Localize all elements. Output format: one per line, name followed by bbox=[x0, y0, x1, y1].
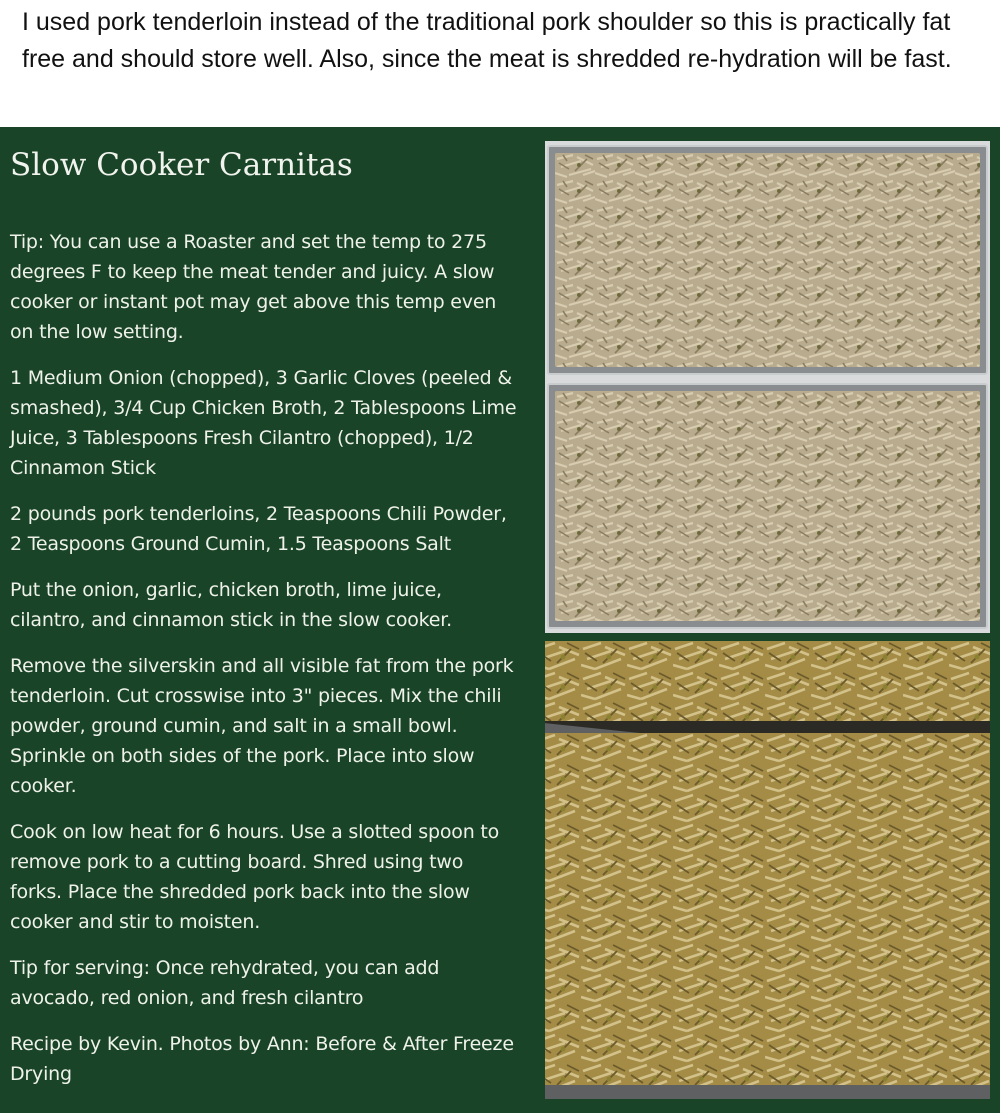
tray-top bbox=[547, 145, 988, 375]
tray-bottom bbox=[547, 383, 988, 629]
recipe-ingredients-aromatics: 1 Medium Onion (chopped), 3 Garlic Cloves (peeled & smashed), 3/4 Cup Chicken Broth, 2 Tablespoons Lime Juice, 3 Tablespoons Fresh Cilantro (chopped), 1/2 Cinnamon Stick bbox=[10, 367, 517, 479]
post-caption: I used pork tenderloin instead of the traditional pork shoulder so this is practically fat free and should store well. Also, since the meat is shredded re-hydration will be fast. bbox=[22, 8, 952, 73]
photo-before-freeze-drying bbox=[545, 141, 990, 633]
recipe-credits: Recipe by Kevin. Photos by Ann: Before & After Freeze Drying bbox=[10, 1033, 514, 1085]
recipe-step-2: Remove the silverskin and all visible fat from the pork tenderloin. Cut crosswise into 3" pieces. Mix the chili powder, ground cumin, and salt in a small bowl. Sprinkle on both sides of the pork. Place into slow cooker. bbox=[10, 655, 514, 797]
tray-rim bbox=[545, 1085, 990, 1099]
recipe-step-3: Cook on low heat for 6 hours. Use a slotted spoon to remove pork to a cutting board. Shred using two forks. Place the shredded pork back into the slow cooker and stir to moisten. bbox=[10, 821, 500, 933]
recipe-title: Slow Cooker Carnitas bbox=[10, 147, 353, 183]
shred-texture bbox=[545, 641, 990, 721]
photo-column bbox=[545, 141, 990, 1099]
recipe-tip: Tip: You can use a Roaster and set the temp to 275 degrees F to keep the meat tender and juicy. A slow cooker or instant pot may get above this temp even on the low setting. bbox=[10, 231, 497, 343]
recipe-card-image bbox=[0, 127, 1000, 1113]
shredded-pork-raw bbox=[555, 391, 980, 621]
shred-texture bbox=[545, 733, 990, 1099]
shred-texture bbox=[555, 153, 980, 367]
tray-front bbox=[545, 733, 990, 1099]
recipe-ingredients-pork: 2 pounds pork tenderloins, 2 Teaspoons Chili Powder, 2 Teaspoons Ground Cumin, 1.5 Teaspoons Salt bbox=[10, 503, 507, 555]
recipe-serving-tip: Tip for serving: Once rehydrated, you can add avocado, red onion, and fresh cilantro bbox=[10, 957, 440, 1009]
shred-texture bbox=[555, 391, 980, 621]
tray-back bbox=[545, 641, 990, 721]
photo-after-freeze-drying bbox=[545, 641, 990, 1099]
shredded-pork-raw bbox=[555, 153, 980, 367]
recipe-text-panel bbox=[10, 145, 520, 1105]
recipe-step-1: Put the onion, garlic, chicken broth, lime juice, cilantro, and cinnamon stick in the slow cooker. bbox=[10, 579, 452, 631]
